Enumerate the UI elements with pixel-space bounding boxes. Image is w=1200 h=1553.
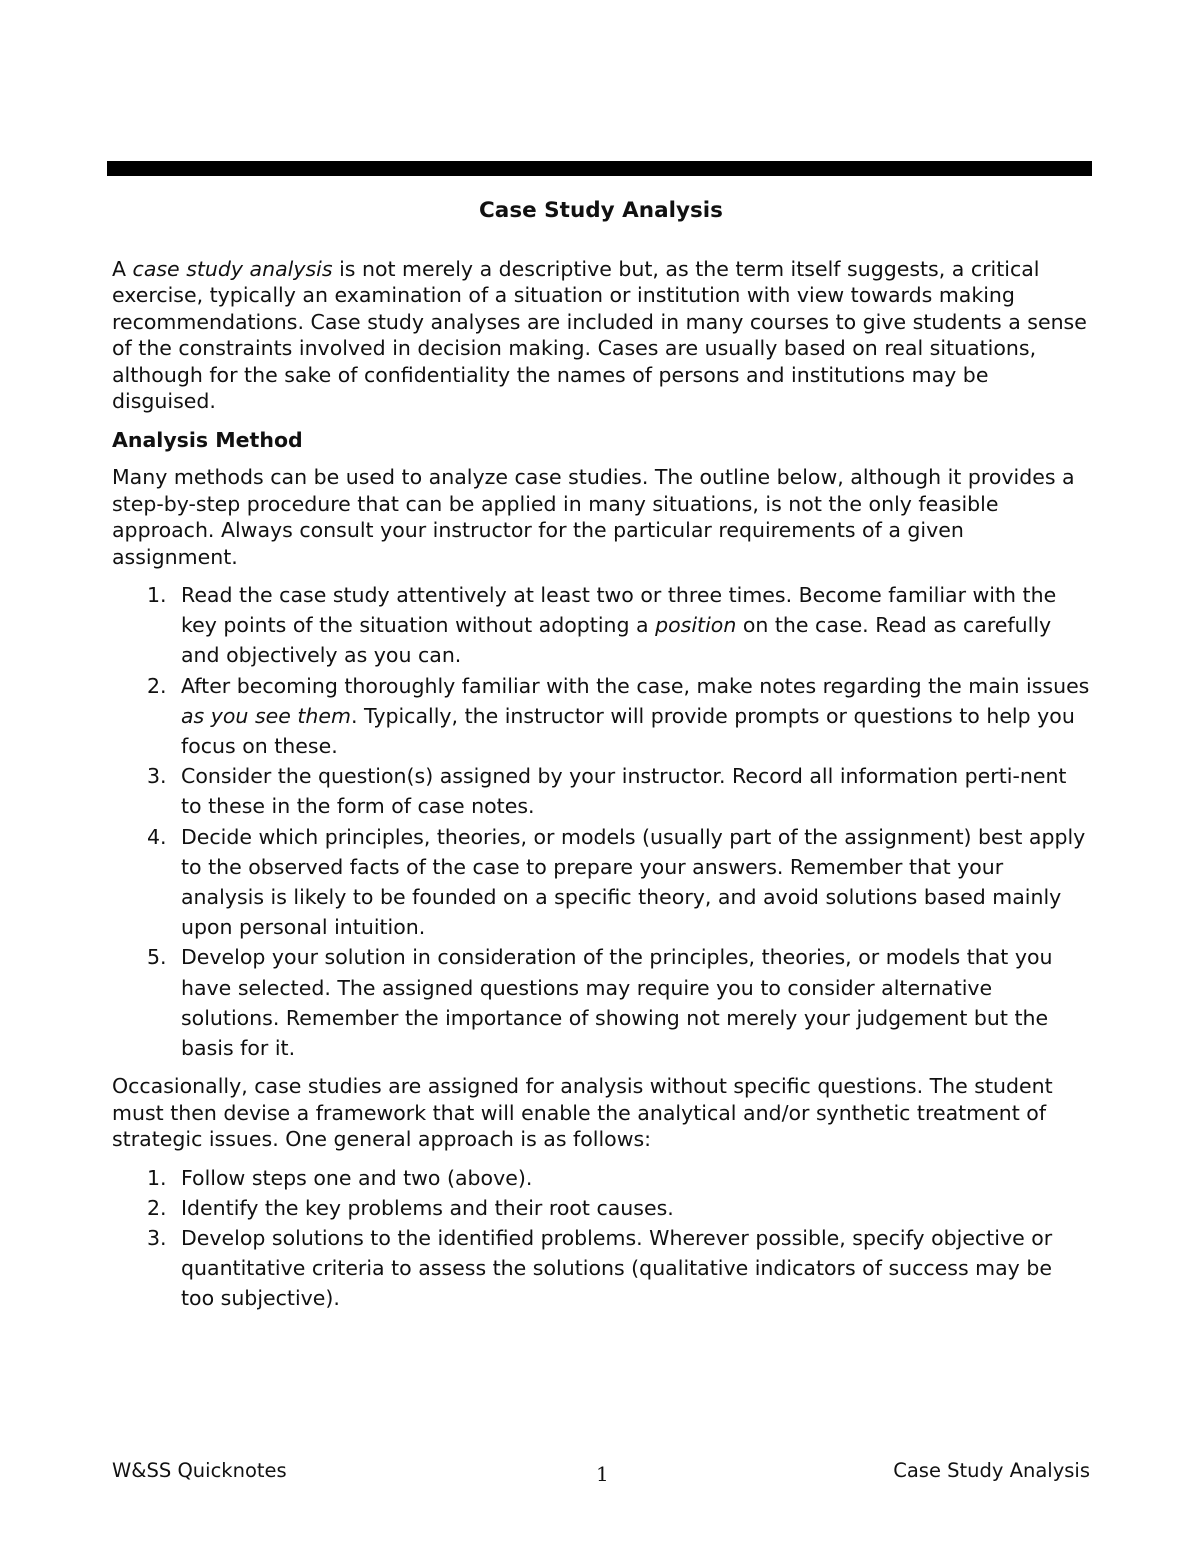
intro-text-start: A xyxy=(112,256,133,281)
top-rule xyxy=(107,161,1092,176)
list-item xyxy=(112,1223,1090,1313)
list-item-text: Follow steps one and two (above). xyxy=(181,1165,533,1190)
list-item xyxy=(112,1193,1090,1223)
section-heading: Analysis Method xyxy=(112,427,303,452)
page-footer xyxy=(112,1459,1090,1489)
footer-left-text: W&SS Quicknotes xyxy=(112,1459,287,1482)
page-title: Case Study Analysis xyxy=(479,198,723,223)
list-item-number: 3. xyxy=(147,1225,167,1250)
list-item xyxy=(112,942,1090,1063)
list-item-text: . Typically, the instructor will provide prompts or questions to help you focus on these. xyxy=(181,703,1075,759)
page-number: 1 xyxy=(596,1462,609,1486)
list-item-number: 2. xyxy=(147,673,167,698)
list-item-text: Consider the question(s) assigned by your instructor. Record all information perti-nent to these in the form of case notes. xyxy=(181,764,1067,819)
list-item xyxy=(112,671,1090,762)
list-item-number: 1. xyxy=(147,583,167,607)
list-item-text: After becoming thoroughly familiar with the case, make notes regarding the main issues xyxy=(181,673,1090,698)
list-item xyxy=(112,580,1090,671)
intro-text-rest: is not merely a descriptive but, as the term itself suggests, a critical exercise, typically an examination of a situation or institution with view towards making recommendations. Case study analyses are included in many courses to give students a sense of the constraints involved in decision making. Cases are usually based on real situations, although for the sake of confidentiality the names of persons and institutions may be disguised. xyxy=(112,256,1087,413)
document-body xyxy=(112,198,1090,1313)
list-item-text: Develop your solution in consideration of the principles, theories, or models that you have selected. The assigned questions may require you to consider alternative solutions. Remember the importance of showing not merely your judgement but the basis for it. xyxy=(181,945,1053,1061)
list-item-text: Decide which principles, theories, or models (usually part of the assignment) best apply to the observed facts of the case to prepare your answers. Remember that your analysis is likely to be founded on a specific theory, and avoid solutions based mainly upon personal intuition. xyxy=(181,824,1086,940)
method-paragraph: Many methods can be used to analyze case studies. The outline below, although it provides a step-by-step procedure that can be applied in many situations, is not the only feasible approach. Always consult your instructor for the particular requirements of a given assignment. xyxy=(112,465,1075,569)
list-item-number: 4. xyxy=(147,824,167,849)
occasional-paragraph: Occasionally, case studies are assigned for analysis without specific questions. The student must then devise a framework that will enable the analytical and/or synthetic treatment of strategic issues. One general approach is as follows: xyxy=(112,1074,1053,1152)
list-item-text: Read the case study attentively at least two or three times. Become familiar with the key points of the situation without adopting a xyxy=(181,583,1057,638)
list-item xyxy=(112,761,1090,821)
list-item-emphasis: position xyxy=(655,613,737,638)
list-item xyxy=(112,822,1090,943)
list-item-emphasis: as you see them xyxy=(181,703,351,728)
list-item-number: 1. xyxy=(147,1165,167,1190)
list-item-text: Develop solutions to the identified problems. Wherever possible, specify objective or quantitative criteria to assess the solutions (qualitative indicators of success may be too subjective). xyxy=(181,1225,1053,1310)
approach-list xyxy=(112,1163,1090,1313)
intro-paragraph xyxy=(112,256,1090,415)
list-item-number: 5. xyxy=(147,945,167,970)
intro-emphasis: case study analysis xyxy=(132,256,333,281)
footer-right-text: Case Study Analysis xyxy=(893,1459,1090,1482)
list-item-text: on the case. Read as carefully and objectively as you can. xyxy=(181,613,1052,668)
list-item xyxy=(112,1163,1090,1193)
list-item-number: 3. xyxy=(147,764,167,789)
steps-list xyxy=(112,580,1090,1063)
list-item-text: Identify the key problems and their root causes. xyxy=(181,1195,674,1220)
list-item-number: 2. xyxy=(147,1195,167,1220)
